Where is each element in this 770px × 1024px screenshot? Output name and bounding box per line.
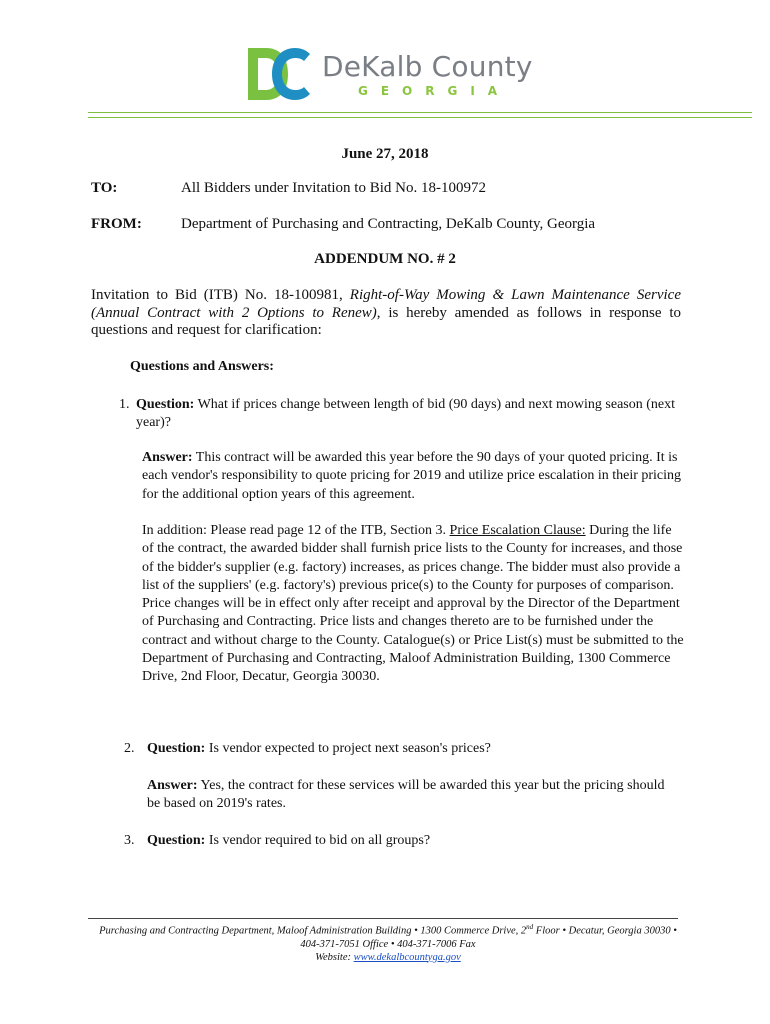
footer-website	[88, 951, 688, 964]
from-label: FROM:	[91, 216, 142, 232]
q1-addition	[142, 522, 684, 687]
q2-question	[147, 740, 687, 758]
q1-answer-label: Answer:	[142, 450, 193, 465]
q2-question-label: Question:	[147, 741, 206, 756]
dekalb-county-logo	[248, 48, 538, 104]
q2-question-text: Is vendor expected to project next season's prices?	[205, 741, 491, 756]
footer-address	[88, 921, 688, 938]
dc-logo-mark-icon	[248, 48, 312, 100]
addendum-title: ADDENDUM NO. # 2	[314, 251, 456, 267]
footer-website-label: Website:	[315, 951, 354, 963]
q3-question-text: Is vendor required to bid on all groups?	[205, 833, 431, 848]
footer-phone: 404-371-7051 Office • 404-371-7006 Fax	[300, 938, 476, 950]
q3-question-label: Question:	[147, 833, 206, 848]
q1-question-label: Question:	[136, 397, 195, 412]
footer	[88, 921, 688, 964]
intro-prefix: Invitation to Bid (ITB) No. 18-100981,	[91, 287, 350, 303]
document-date: June 27, 2018	[341, 146, 429, 162]
footer-rule	[88, 918, 678, 919]
footer-address-a: Purchasing and Contracting Department, Maloof Administration Building • 1300 Commerce Drive, 2	[99, 925, 527, 937]
q2-answer-label: Answer:	[147, 778, 198, 793]
footer-address-b: Floor • Decatur, Georgia 30030 •	[533, 925, 677, 937]
q2-answer-text: Yes, the contract for these services will be awarded this year but the pricing should be based on 2019's rates.	[147, 778, 665, 812]
intro-paragraph	[91, 287, 681, 340]
q3-number: 3.	[124, 833, 135, 848]
q1-answer	[142, 449, 682, 504]
logo-state: GEORGIA	[358, 84, 511, 98]
q1-answer-text: This contract will be awarded this year before the 90 days of your quoted pricing. It is each vendor's responsibility to quote pricing for 2019 and utilize price escalation in their pricing for the additional option years of this agreement.	[142, 450, 682, 502]
q2-answer	[147, 777, 667, 814]
q1-addition-prefix: In addition: Please read page 12 of the ITB, Section 3.	[142, 523, 450, 538]
logo-name: DeKalb County	[322, 50, 533, 83]
q1-question	[136, 396, 681, 433]
price-escalation-clause: Price Escalation Clause:	[449, 523, 586, 538]
website-link[interactable]: www.dekalbcountyga.gov	[353, 951, 461, 963]
header-rule-bottom	[88, 117, 752, 118]
to-value: All Bidders under Invitation to Bid No. 18-100972	[181, 180, 486, 196]
q2-number: 2.	[124, 741, 135, 756]
to-label: TO:	[91, 180, 118, 196]
q3-question	[147, 832, 687, 850]
intro-title: Right-of-Way Mowing & Lawn Maintenance Service (Annual Contract with 2 Options to Renew)	[91, 287, 681, 321]
qa-heading: Questions and Answers:	[130, 359, 274, 374]
intro-suffix: , is hereby amended as follows in response to questions and request for clarification:	[91, 304, 681, 338]
footer-address-sup: nd	[526, 923, 534, 931]
q1-question-text: What if prices change between length of bid (90 days) and next mowing season (next year)?	[136, 397, 675, 431]
header-rule-top	[88, 112, 752, 113]
q1-number: 1.	[119, 397, 130, 412]
q1-addition-text: During the life of the contract, the awarded bidder shall furnish price lists to the County for increases, and those of the bidder's supplier (e.g. factory) increases, as prices change. The bidder must also provide a list of the suppliers' (e.g. factory's) previous price(s) to the County for purposes of comparison. Price changes will be in effect only after receipt and approval by the Director of the Department of Purchasing and Contracting. Price lists and changes thereto are to be furnished under the contract and without charge to the County. Catalogue(s) or Price List(s) must be submitted to the Department of Purchasing and Contracting, Maloof Administration Building, 1300 Commerce Drive, 2nd Floor, Decatur, Georgia 30030.	[142, 523, 684, 685]
from-value: Department of Purchasing and Contracting, DeKalb County, Georgia	[181, 216, 596, 232]
